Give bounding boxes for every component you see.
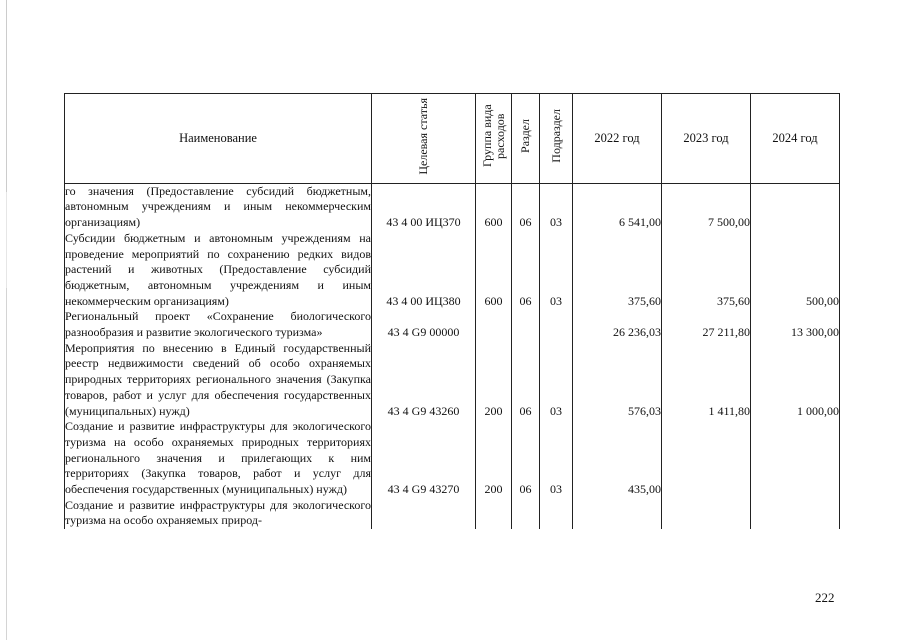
- row-2022: 576,03: [573, 341, 662, 420]
- row-2023: 7 500,00: [662, 183, 751, 231]
- row-2023: [662, 498, 751, 529]
- header-2022: 2022 год: [573, 94, 662, 184]
- header-2023: 2023 год: [662, 94, 751, 184]
- row-group: [476, 498, 512, 529]
- scan-edge-artifact: [6, 0, 7, 640]
- row-2022: 26 236,03: [573, 309, 662, 340]
- row-subsection: 03: [540, 231, 573, 310]
- row-code: 43 4 00 ИЦ370: [372, 183, 476, 231]
- row-2024: 500,00: [751, 231, 840, 310]
- row-code: 43 4 00 ИЦ380: [372, 231, 476, 310]
- row-section: 06: [512, 183, 540, 231]
- header-subsection: Подраздел: [540, 94, 573, 184]
- table-row: [65, 231, 840, 310]
- table-row: [65, 341, 840, 420]
- row-group: [476, 309, 512, 340]
- row-code: [372, 498, 476, 529]
- row-2022: 435,00: [573, 419, 662, 498]
- row-group: 600: [476, 231, 512, 310]
- row-code: 43 4 G9 43270: [372, 419, 476, 498]
- row-subsection: 03: [540, 419, 573, 498]
- row-name: Мероприятия по внесению в Единый государственный реестр недвижимости сведений об особо охраняемых природных территориях регионального значения (Закупка товаров, работ и услуг для обеспечения государственных (муниципальных) нужд): [65, 340, 371, 418]
- header-name: Наименование: [65, 94, 372, 184]
- row-section: 06: [512, 419, 540, 498]
- row-section: 06: [512, 341, 540, 420]
- row-name: Создание и развитие инфраструктуры для экологического туризма на особо охраняемых природных территориях регионального значения и прилегающих к ним территориях (Закупка товаров, работ и услуг для обеспечения государственных (муниципальных) нужд): [65, 419, 371, 497]
- row-name: Субсидии бюджетным и автономным учреждениям на проведение мероприятий по сохранению редких видов растений и животных (Предоставление субсидий бюджетным, автономным учреждениям и иным некоммерческим организациям): [65, 230, 371, 308]
- row-2022: 6 541,00: [573, 183, 662, 231]
- row-name: го значения (Предоставление субсидий бюджетным, автономным учреждениям и иным некоммерческим организациям): [65, 183, 371, 230]
- budget-table: [64, 93, 840, 529]
- header-section: Раздел: [512, 94, 540, 184]
- row-group: 600: [476, 183, 512, 231]
- row-2023: [662, 419, 751, 498]
- table-row: [65, 183, 840, 231]
- row-2024: 1 000,00: [751, 341, 840, 420]
- row-2022: 375,60: [573, 231, 662, 310]
- row-2023: 375,60: [662, 231, 751, 310]
- table-header-row: [65, 94, 840, 184]
- row-code: 43 4 G9 43260: [372, 341, 476, 420]
- row-2022: [573, 498, 662, 529]
- row-section: [512, 309, 540, 340]
- row-2024: [751, 183, 840, 231]
- row-name: Создание и развитие инфраструктуры для экологического туризма на особо охраняемых природ-: [65, 497, 371, 528]
- row-subsection: 03: [540, 183, 573, 231]
- header-2024: 2024 год: [751, 94, 840, 184]
- page-number: 222: [815, 590, 835, 605]
- table-row: [65, 309, 840, 340]
- row-subsection: [540, 498, 573, 529]
- row-name: Региональный проект «Сохранение биологического разнообразия и развитие экологического туризма»: [65, 309, 371, 340]
- row-2024: [751, 498, 840, 529]
- row-section: 06: [512, 231, 540, 310]
- row-2024: 13 300,00: [751, 309, 840, 340]
- row-2023: 27 211,80: [662, 309, 751, 340]
- header-code: Целевая статья: [372, 94, 476, 184]
- row-group: 200: [476, 341, 512, 420]
- row-code: 43 4 G9 00000: [372, 309, 476, 340]
- row-subsection: [540, 309, 573, 340]
- table-row: [65, 419, 840, 498]
- row-section: [512, 498, 540, 529]
- row-2024: [751, 419, 840, 498]
- row-group: 200: [476, 419, 512, 498]
- row-2023: 1 411,80: [662, 341, 751, 420]
- header-group: Группа вида расходов: [476, 94, 512, 184]
- row-subsection: 03: [540, 341, 573, 420]
- table-row: [65, 498, 840, 529]
